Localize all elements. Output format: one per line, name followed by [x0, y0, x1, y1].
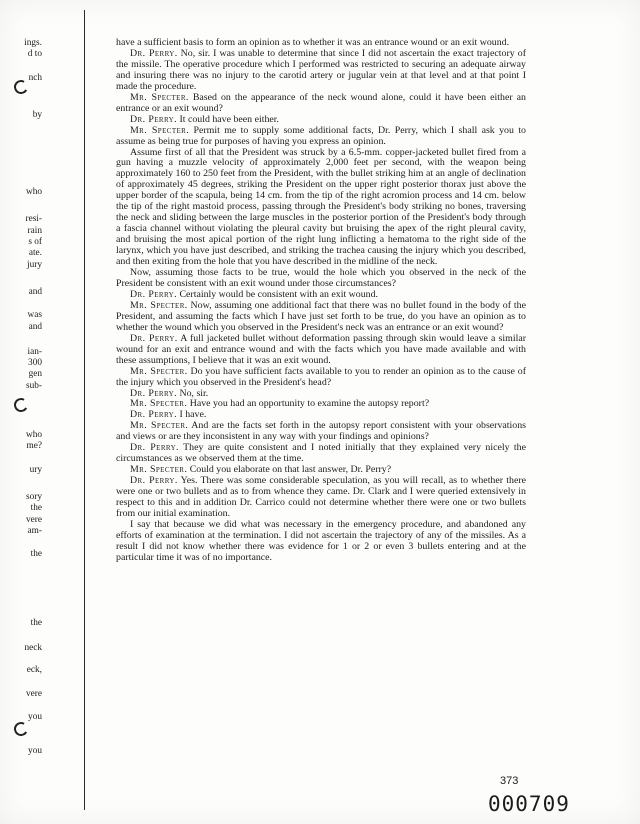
paragraph-text: Now, assuming one additional fact that there was no bullet found in the body of the President, and assuming the facts which I have just set forth to be true, do you have an opinion as to whether the wound which you observed in the President's neck was an entrance or an exit wound?: [116, 299, 526, 333]
speaker-label: Mr. Specter.: [130, 365, 188, 377]
testimony-paragraph: [116, 443, 526, 465]
paragraph-text: Have you had an opportunity to examine the autopsy report?: [189, 398, 430, 410]
margin-fragment: vere: [26, 515, 42, 525]
testimony-paragraph: [116, 268, 526, 290]
binder-hole-icon: [12, 78, 29, 95]
margin-fragment: sory: [25, 492, 42, 502]
speaker-label: Dr. Perry.: [130, 113, 177, 125]
speaker-label: Dr. Perry.: [130, 288, 177, 300]
speaker-label: Mr. Specter.: [130, 464, 188, 476]
testimony-paragraph: [116, 367, 526, 389]
testimony-paragraph: [116, 301, 526, 334]
margin-fragment: who: [25, 187, 42, 197]
speaker-label: Dr. Perry.: [130, 332, 178, 344]
speaker-label: Mr. Specter.: [130, 91, 189, 103]
speaker-label: Dr. Perry.: [130, 387, 177, 399]
binder-hole-icon: [12, 396, 29, 413]
margin-fragment: the: [30, 618, 42, 628]
margin-fragment: resi-: [25, 214, 42, 224]
margin-fragment: who: [25, 430, 42, 440]
margin-fragment: eck,: [26, 665, 42, 675]
margin-fragment: by: [32, 110, 42, 120]
paragraph-text: Permit me to supply some additional facts, Dr. Perry, which I shall ask you to assume as being true for purposes of having you express an opinion.: [116, 124, 526, 147]
margin-fragment: ian-: [27, 347, 42, 357]
testimony-paragraph: [116, 476, 526, 520]
speaker-label: Dr. Perry.: [130, 409, 177, 421]
paragraph-text: They are quite consistent and I noted initially that they explained very nicely the circumstances as we observed them at the time.: [116, 442, 526, 465]
testimony-paragraph: [116, 334, 526, 367]
margin-fragment: sub-: [25, 381, 42, 391]
paragraph-text: Yes. There was some considerable speculation, as you will recall, as to whether there were one or two bullets and as to from whence they came. Dr. Clark and I were queried extensively in respect to this and in addition Dr. Carrico could not determine whether there were one or two bullets from our initial examination.: [116, 475, 527, 519]
margin-fragment: the: [30, 503, 42, 513]
margin-fragment: you: [28, 746, 42, 756]
paragraph-text: Do you have sufficient facts available to you to render an opinion as to the cause of the injury which you observed in the President's head?: [116, 365, 526, 388]
margin-fragment: ury: [29, 465, 42, 475]
paragraph-text: I have.: [179, 409, 207, 421]
paragraph-text: And are the facts set forth in the autopsy report consistent with your observations and views or are they inconsistent in any way with your findings and opinions?: [116, 420, 526, 443]
left-margin-gutter: [0, 0, 84, 824]
margin-fragment: rain: [27, 226, 42, 236]
margin-fragment: me?: [26, 441, 42, 451]
margin-fragment: neck: [24, 643, 42, 653]
speaker-label: Mr. Specter.: [130, 398, 188, 410]
margin-fragment: you: [28, 712, 42, 722]
margin-fragment: and: [28, 322, 42, 332]
testimony-text: [116, 38, 526, 564]
margin-fragment: ate.: [28, 248, 42, 258]
speaker-label: Dr. Perry.: [130, 442, 179, 454]
testimony-paragraph: [116, 520, 526, 564]
testimony-paragraph: [116, 148, 526, 268]
margin-fragment: d to: [27, 49, 42, 59]
paragraph-text: Now, assuming those facts to be true, would the hole which you observed in the neck of the President be consistent with an exit wound under those circumstances?: [116, 267, 526, 289]
testimony-paragraph: [116, 93, 526, 115]
margin-fragment: gen: [28, 369, 42, 379]
margin-fragment: 300: [28, 358, 42, 368]
margin-fragment: s of: [28, 237, 42, 247]
testimony-paragraph: [116, 421, 526, 443]
paragraph-text: It could have been either.: [179, 113, 279, 125]
speaker-label: Mr. Specter.: [130, 124, 190, 136]
margin-fragment: am-: [27, 526, 42, 536]
paragraph-text: No, sir. I was unable to determine that since I did not ascertain the exact trajectory of the missile. The operative procedure which I performed was restricted to securing an adequate airway and insuring there was no injury to the carotid artery or jugular vein at that level and at that point I made the procedure.: [116, 47, 526, 92]
testimony-paragraph: [116, 126, 526, 148]
margin-fragment: nch: [28, 73, 42, 83]
margin-fragment: vere: [26, 689, 42, 699]
speaker-label: Dr. Perry.: [130, 47, 178, 59]
margin-fragment: jury: [27, 260, 42, 270]
page-fold-line: [84, 10, 85, 810]
paragraph-text: Certainly would be consistent with an exit wound.: [179, 288, 379, 300]
testimony-paragraph: [116, 49, 526, 93]
paragraph-text: have a sufficient basis to form an opinion as to whether it was an entrance wound or an exit wound.: [116, 37, 510, 48]
paragraph-text: Assume first of all that the President was struck by a 6.5-mm. copper-jacketed bullet fired from a gun having a muzzle velocity of approximately 2,000 feet per second, with the weapon being approximately 160 to 250 feet from the President, with the bullet striking him at an angle of declination of approximately 45 degrees, striking the President on the upper right posterior thorax just above the upper border of the scapula, being 14 cm. from the tip of the right acromion process and 14 cm. below the tip of the right mastoid process, passing through the President's body striking no bones, traversing the neck and sliding between the large muscles in the posterior portion of the President's body through a fascia channel without violating the pleural cavity but bruising the apex of the right pleural cavity, and bruising the most apical portion of the right lung inflicting a hematoma to the right side of the larynx, which you have just described, and striking the trachea causing the injury which you described, and then exiting from the hole that you have described in the midline of the neck.: [116, 146, 526, 268]
paragraph-text: Could you elaborate on that last answer, Dr. Perry?: [189, 464, 392, 476]
speaker-label: Dr. Perry.: [130, 475, 178, 487]
paragraph-text: I say that because we did what was necessary in the emergency procedure, and abandoned any efforts of examination at the termination. I did not ascertain the trajectory of any of the missiles. As a result I did not know whether there was evidence for 1 or 2 or even 3 bullets entering and at the particular time it was of no importance.: [116, 518, 526, 563]
speaker-label: Mr. Specter.: [130, 420, 189, 432]
margin-fragment: and: [28, 287, 42, 297]
paragraph-text: A full jacketed bullet without deformation passing through skin would leave a similar wound for an exit and entrance wound and with the facts which you have made available and with these assumptions, I believe that it was an exit wound.: [116, 332, 526, 366]
page-number: 373: [500, 775, 519, 787]
paragraph-text: No, sir.: [179, 387, 209, 399]
paragraph-text: Based on the appearance of the neck wound alone, could it have been either an entrance or an exit wound?: [116, 91, 526, 114]
margin-fragment: was: [27, 310, 42, 320]
speaker-label: Mr. Specter.: [130, 299, 188, 311]
binder-hole-icon: [12, 720, 29, 737]
margin-fragment: ings.: [24, 38, 42, 48]
bates-number: 000709: [488, 792, 570, 816]
margin-fragment: the: [30, 549, 42, 559]
